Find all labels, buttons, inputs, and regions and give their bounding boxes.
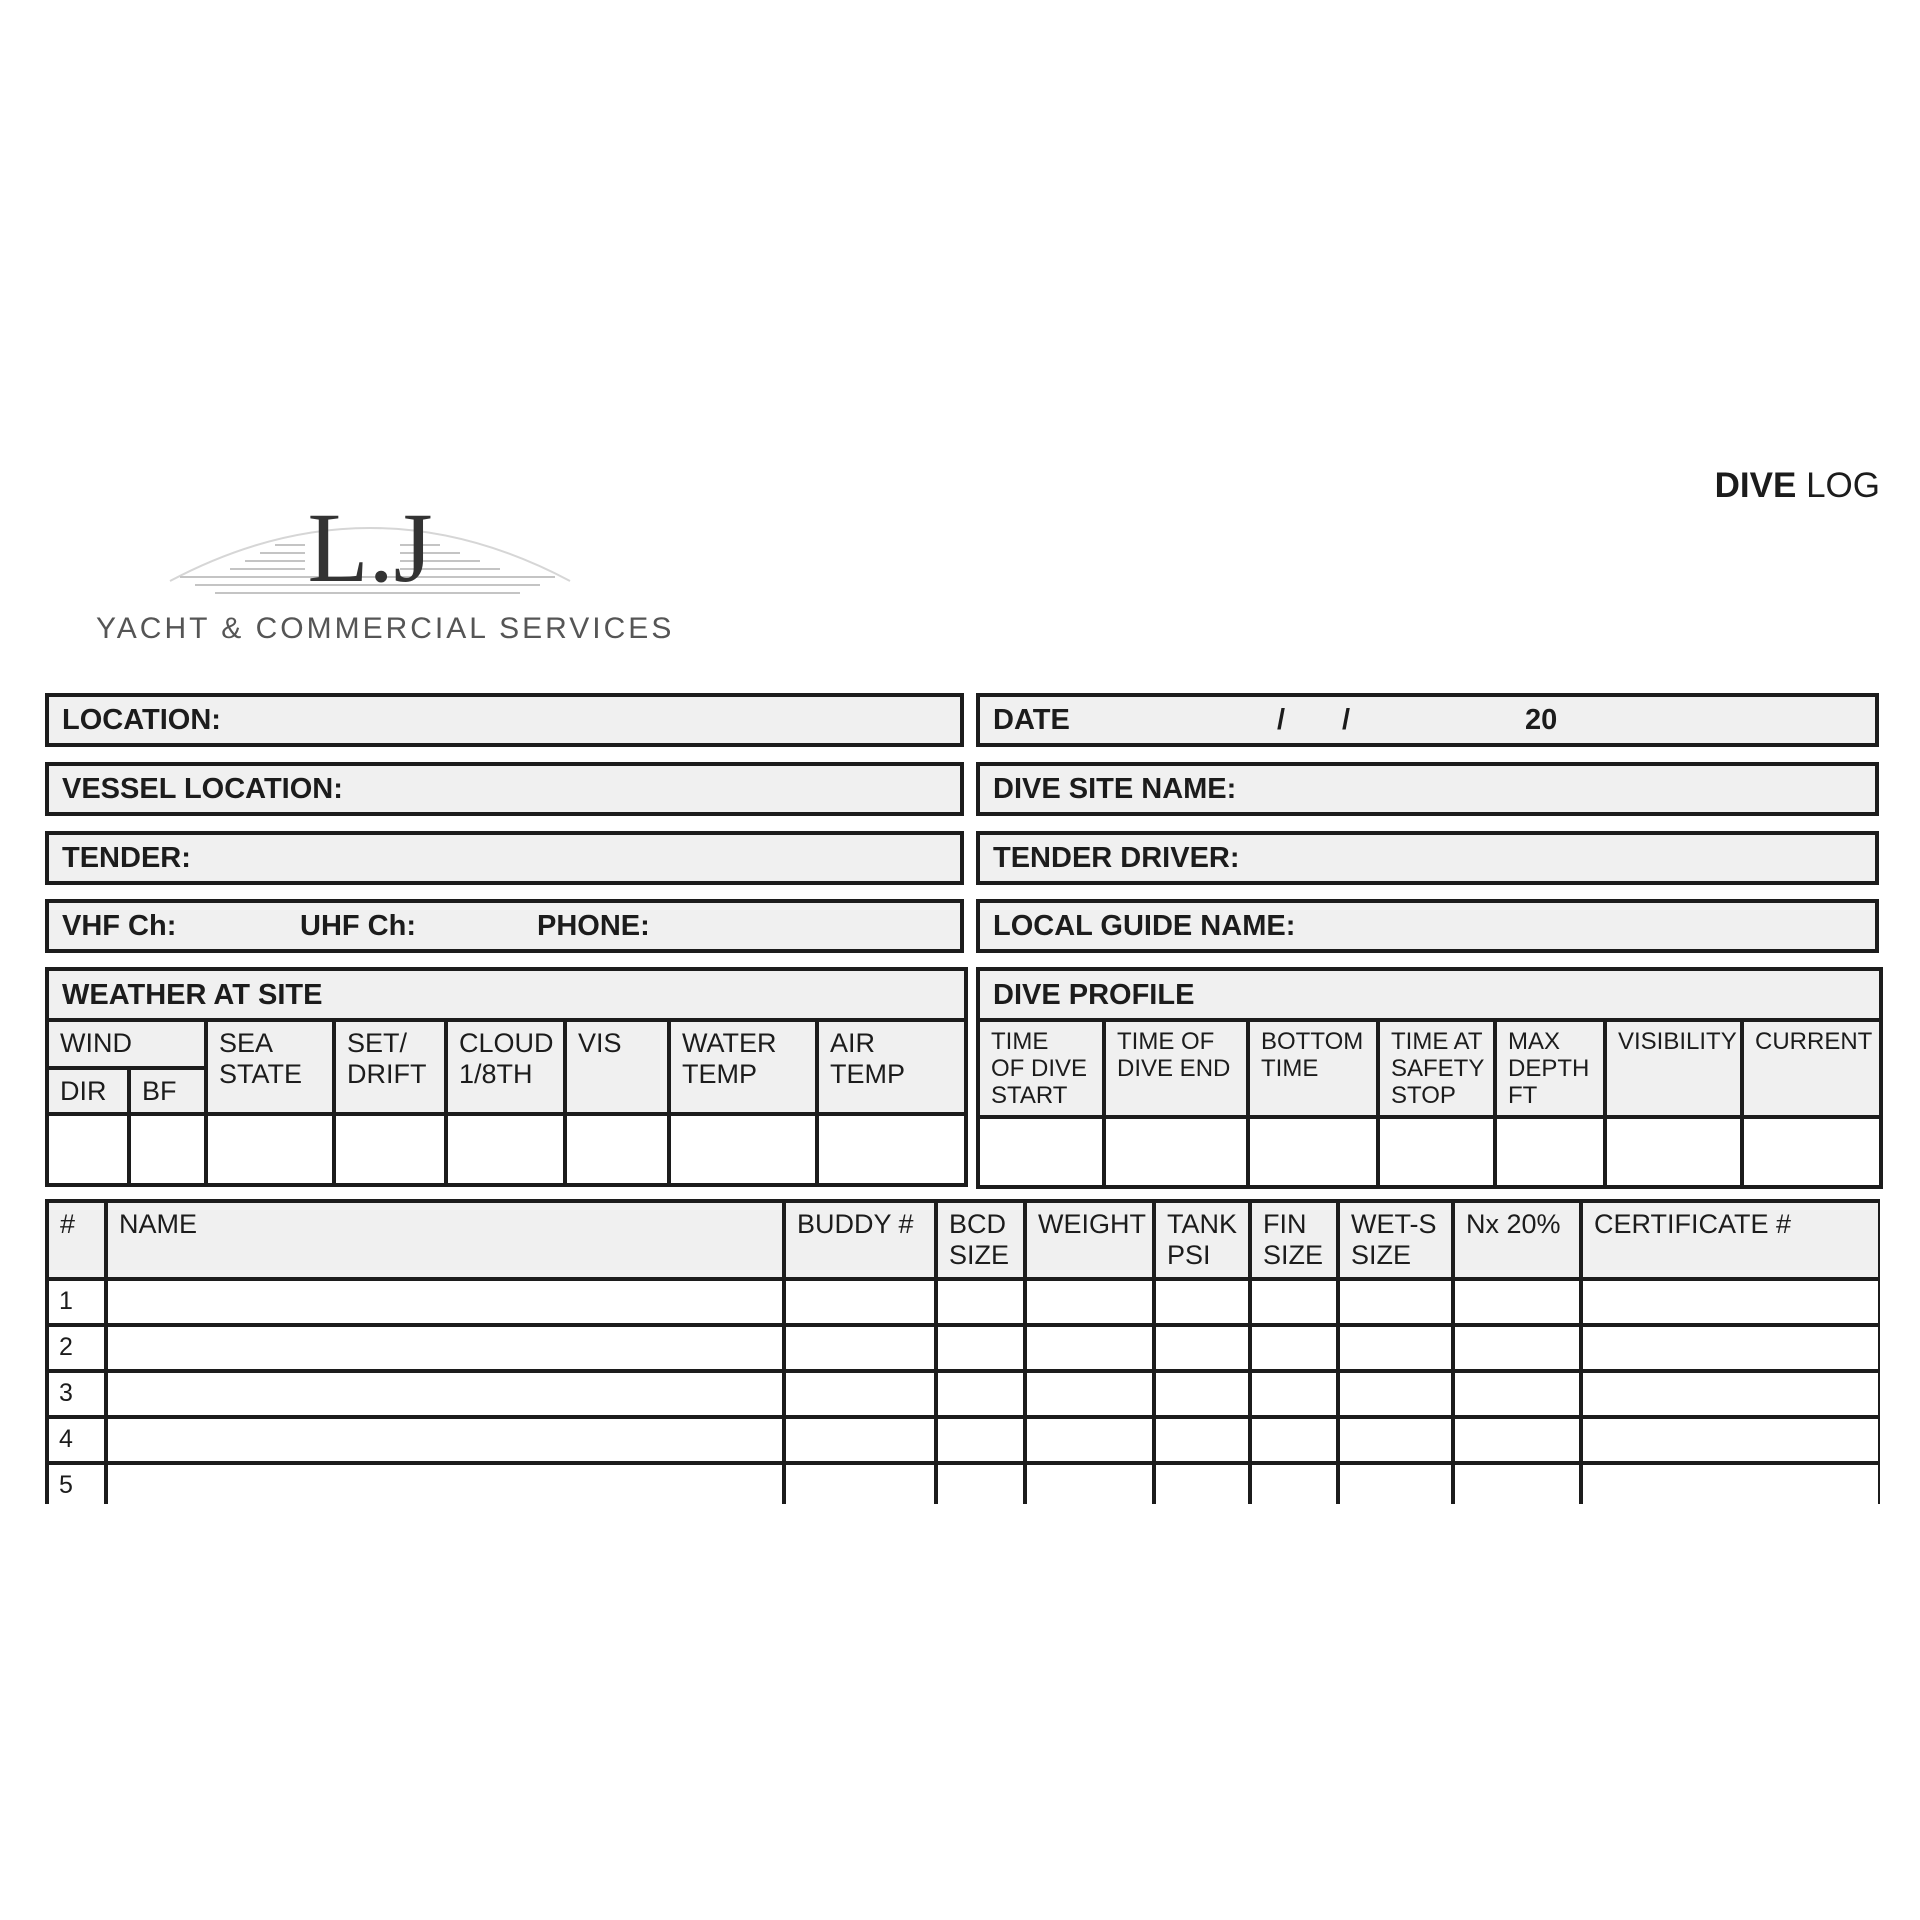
divers-col-header: WEIGHT (1025, 1201, 1154, 1279)
diver-cell[interactable] (1154, 1463, 1250, 1504)
weather-cell[interactable] (817, 1114, 966, 1185)
diver-cell[interactable] (1581, 1417, 1880, 1463)
diver-cell[interactable] (1154, 1417, 1250, 1463)
weather-col-header: SEA STATE (206, 1020, 334, 1114)
diver-cell[interactable] (1581, 1279, 1880, 1325)
diver-cell[interactable] (1338, 1417, 1453, 1463)
weather-cell[interactable] (669, 1114, 817, 1185)
diver-cell[interactable] (936, 1371, 1025, 1417)
diver-cell[interactable] (106, 1279, 784, 1325)
table-row (47, 1279, 1880, 1325)
weather-bf-header: BF (129, 1068, 206, 1114)
diver-cell[interactable] (1250, 1463, 1338, 1504)
diver-cell[interactable] (1025, 1279, 1154, 1325)
location-label: LOCATION: (62, 704, 221, 736)
diver-cell[interactable] (1581, 1463, 1880, 1504)
diver-cell[interactable] (1453, 1463, 1581, 1504)
diver-cell[interactable] (1453, 1417, 1581, 1463)
weather-col-header: AIR TEMP (817, 1020, 966, 1114)
dive-profile-cell[interactable] (1742, 1117, 1881, 1187)
dive-profile-col-header: MAX DEPTH FT (1495, 1020, 1605, 1117)
diver-cell[interactable] (1025, 1417, 1154, 1463)
dive-site-name-field[interactable] (976, 762, 1879, 816)
diver-cell[interactable] (936, 1325, 1025, 1371)
radio-phone-field[interactable] (45, 899, 964, 953)
date-century: 20 (1525, 704, 1558, 736)
weather-cell[interactable] (446, 1114, 565, 1185)
weather-cell[interactable] (47, 1114, 129, 1185)
location-field[interactable] (45, 693, 964, 747)
diver-cell[interactable] (784, 1371, 936, 1417)
logo-subtitle: YACHT & COMMERCIAL SERVICES (96, 612, 675, 645)
dive-profile-cell[interactable] (978, 1117, 1104, 1187)
divers-col-header: NAME (106, 1201, 784, 1279)
vessel-location-field[interactable] (45, 762, 964, 816)
diver-cell[interactable] (1453, 1325, 1581, 1371)
diver-cell[interactable] (1338, 1371, 1453, 1417)
table-row (47, 1463, 1880, 1504)
dive-profile-cell[interactable] (1378, 1117, 1495, 1187)
diver-cell[interactable] (1250, 1417, 1338, 1463)
logo-mark: L.J (307, 495, 433, 603)
diver-cell[interactable] (936, 1417, 1025, 1463)
table-row (47, 1417, 1880, 1463)
local-guide-label: LOCAL GUIDE NAME: (993, 910, 1296, 942)
divers-col-header: WET-S SIZE (1338, 1201, 1453, 1279)
diver-cell[interactable] (784, 1325, 936, 1371)
dive-profile-cell[interactable] (1104, 1117, 1248, 1187)
company-logo (160, 495, 580, 607)
dive-profile-cell[interactable] (1248, 1117, 1378, 1187)
diver-cell[interactable] (936, 1463, 1025, 1504)
dive-profile-table (976, 967, 1883, 1189)
tender-field[interactable] (45, 831, 964, 885)
diver-cell[interactable] (106, 1325, 784, 1371)
dive-profile-cell[interactable] (1495, 1117, 1605, 1187)
diver-cell[interactable] (1154, 1371, 1250, 1417)
date-slash-2: / (1342, 704, 1351, 736)
weather-cell[interactable] (565, 1114, 669, 1185)
diver-cell[interactable] (1453, 1371, 1581, 1417)
diver-cell[interactable] (784, 1279, 936, 1325)
diver-cell[interactable] (1338, 1325, 1453, 1371)
diver-cell[interactable] (784, 1417, 936, 1463)
dive-profile-col-header: TIME OF DIVE START (978, 1020, 1104, 1117)
diver-cell[interactable] (106, 1463, 784, 1504)
divers-col-header: CERTIFICATE # (1581, 1201, 1880, 1279)
diver-cell[interactable] (1250, 1371, 1338, 1417)
tender-driver-field[interactable] (976, 831, 1879, 885)
divers-col-header: BUDDY # (784, 1201, 936, 1279)
dive-profile-cell[interactable] (1605, 1117, 1742, 1187)
weather-dir-header: DIR (47, 1068, 129, 1114)
diver-cell[interactable] (1025, 1371, 1154, 1417)
vessel-location-label: VESSEL LOCATION: (62, 773, 343, 805)
row-number: 3 (47, 1371, 106, 1417)
date-slash-1: / (1277, 704, 1286, 736)
divers-col-header: FIN SIZE (1250, 1201, 1338, 1279)
divers-table-wrapper (45, 1199, 1880, 1504)
diver-cell[interactable] (1154, 1325, 1250, 1371)
form-title-rest: LOG (1806, 466, 1880, 505)
vhf-label: VHF Ch: (62, 910, 177, 942)
table-row (47, 1325, 1880, 1371)
form-title-bold: DIVE (1714, 466, 1797, 505)
diver-cell[interactable] (1025, 1463, 1154, 1504)
phone-label: PHONE: (537, 910, 650, 942)
diver-cell[interactable] (1154, 1279, 1250, 1325)
divers-table (45, 1199, 1880, 1504)
weather-col-header: WATER TEMP (669, 1020, 817, 1114)
diver-cell[interactable] (1338, 1463, 1453, 1504)
divers-col-header: TANK PSI (1154, 1201, 1250, 1279)
row-number: 5 (47, 1463, 106, 1504)
diver-cell[interactable] (106, 1371, 784, 1417)
weather-cell[interactable] (129, 1114, 206, 1185)
tender-driver-label: TENDER DRIVER: (993, 842, 1240, 874)
local-guide-field[interactable] (976, 899, 1879, 953)
date-label: DATE (993, 704, 1070, 736)
dive-profile-col-header: VISIBILITY (1605, 1020, 1742, 1117)
row-number: 4 (47, 1417, 106, 1463)
diver-cell[interactable] (1338, 1279, 1453, 1325)
dive-profile-title: DIVE PROFILE (978, 969, 1881, 1020)
divers-col-header: # (47, 1201, 106, 1279)
diver-cell[interactable] (1453, 1279, 1581, 1325)
diver-cell[interactable] (1581, 1371, 1880, 1417)
weather-title: WEATHER AT SITE (47, 969, 966, 1020)
weather-cell[interactable] (206, 1114, 334, 1185)
weather-col-header: VIS (565, 1020, 669, 1114)
weather-table (45, 967, 968, 1187)
date-field[interactable] (976, 693, 1879, 747)
diver-cell[interactable] (784, 1463, 936, 1504)
dive-profile-col-header: CURRENT (1742, 1020, 1881, 1117)
form-title (1660, 466, 1880, 506)
uhf-label: UHF Ch: (300, 910, 416, 942)
weather-cell[interactable] (334, 1114, 446, 1185)
diver-cell[interactable] (1025, 1325, 1154, 1371)
divers-col-header: BCD SIZE (936, 1201, 1025, 1279)
diver-cell[interactable] (106, 1417, 784, 1463)
table-row (47, 1371, 1880, 1417)
divers-col-header: Nx 20% (1453, 1201, 1581, 1279)
diver-cell[interactable] (936, 1279, 1025, 1325)
diver-cell[interactable] (1250, 1279, 1338, 1325)
dive-site-name-label: DIVE SITE NAME: (993, 773, 1237, 805)
dive-profile-col-header: TIME OF DIVE END (1104, 1020, 1248, 1117)
weather-col-header: CLOUD 1/8TH (446, 1020, 565, 1114)
diver-cell[interactable] (1250, 1325, 1338, 1371)
dive-profile-col-header: BOTTOM TIME (1248, 1020, 1378, 1117)
row-number: 1 (47, 1279, 106, 1325)
weather-col-header: SET/ DRIFT (334, 1020, 446, 1114)
weather-wind-header: WIND (47, 1020, 206, 1068)
row-number: 2 (47, 1325, 106, 1371)
tender-label: TENDER: (62, 842, 191, 874)
dive-profile-col-header: TIME AT SAFETY STOP (1378, 1020, 1495, 1117)
diver-cell[interactable] (1581, 1325, 1880, 1371)
